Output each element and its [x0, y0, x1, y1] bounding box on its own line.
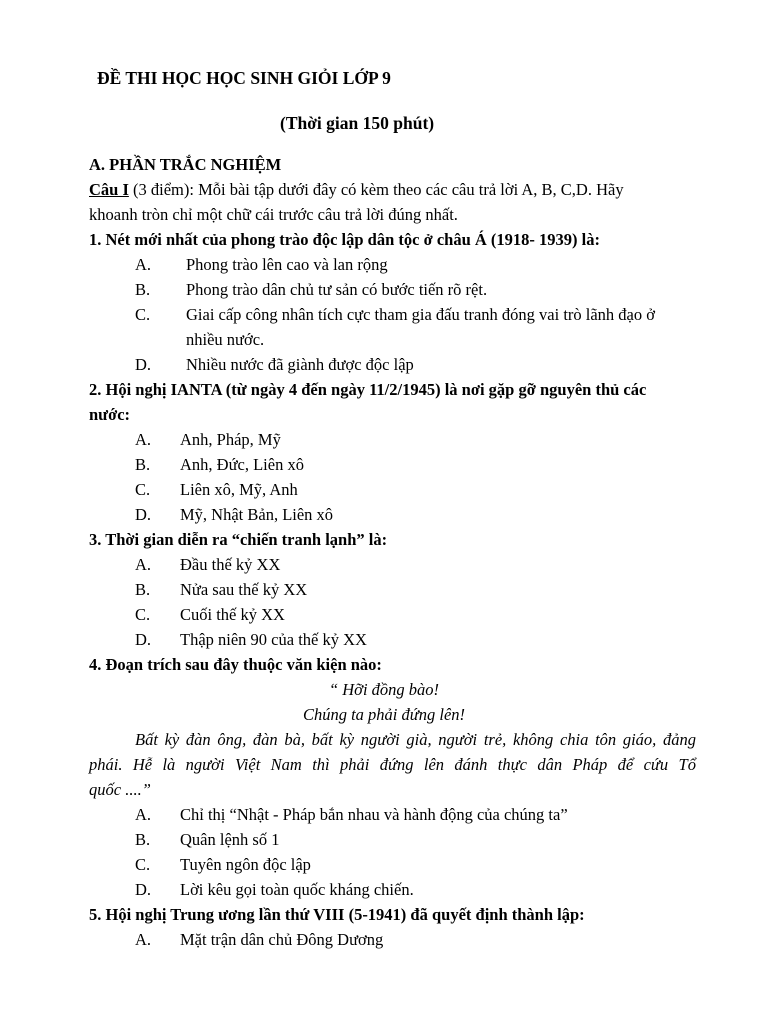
instruction-line-1	[89, 179, 624, 201]
option-text: Phong trào lên cao và lan rộng	[186, 255, 388, 274]
option-letter: C.	[135, 605, 151, 624]
option-text: Anh, Đức, Liên xô	[180, 455, 304, 474]
option-letter: A.	[135, 805, 152, 824]
question-3: 3. Thời gian diễn ra “chiến tranh lạnh” là:	[89, 530, 388, 549]
option-text: Cuối thế kỷ XX	[180, 605, 285, 624]
option-letter: D.	[135, 880, 152, 899]
option-text: Giai cấp công nhân tích cực tham gia đấu tranh đóng vai trò lãnh đạo ở	[186, 305, 655, 324]
option-text: Thập niên 90 của thế kỷ XX	[180, 630, 367, 649]
question-2: 2. Hội nghị IANTA (từ ngày 4 đến ngày 11/2/1945) là nơi gặp gỡ nguyên thủ các	[89, 380, 647, 399]
question-1: 1. Nét mới nhất của phong trào độc lập dân tộc ở châu Á (1918- 1939) là:	[89, 230, 600, 249]
quote-line: “ Hỡi đồng bào!	[328, 680, 440, 699]
quote-paragraph-line: Bất kỳ đàn ông, đàn bà, bất kỳ người già, người trẻ, không chia tôn giáo, đảng	[135, 730, 696, 749]
option-text: Mỹ, Nhật Bản, Liên xô	[180, 505, 334, 524]
section-heading: A. PHẦN TRẮC NGHIỆM	[89, 155, 282, 174]
question-2-continued: nước:	[89, 405, 131, 424]
option-text: Chỉ thị “Nhật - Pháp bắn nhau và hành động của chúng ta”	[180, 805, 568, 824]
option-text: Quân lệnh số 1	[180, 830, 280, 849]
exam-title: ĐỀ THI HỌC HỌC SINH GIỎI LỚP 9	[97, 68, 391, 88]
option-text: Tuyên ngôn độc lập	[180, 855, 311, 874]
option-text: Mặt trận dân chủ Đông Dương	[180, 930, 384, 949]
quote-paragraph-line: quốc ....”	[89, 780, 151, 799]
instruction-text: (3 điểm): Mỗi bài tập dưới đây có kèm theo các câu trả lời A, B, C,D. Hãy	[128, 180, 624, 199]
quote-paragraph-line: phái. Hễ là người Việt Nam thì phải đứng lên đánh thực dân Pháp để cứu Tổ	[89, 755, 696, 774]
instruction-line-2: khoanh tròn chỉ một chữ cái trước câu trả lời đúng nhất.	[89, 205, 458, 224]
option-text: Phong trào dân chủ tư sản có bước tiến rõ rệt.	[186, 280, 488, 299]
exam-duration: (Thời gian 150 phút)	[280, 113, 435, 133]
option-letter: A.	[135, 255, 152, 274]
question-group-label: Câu I	[89, 180, 129, 199]
question-4: 4. Đoạn trích sau đây thuộc văn kiện nào:	[89, 655, 382, 674]
option-text: Lời kêu gọi toàn quốc kháng chiến.	[180, 880, 414, 899]
option-letter: B.	[135, 830, 151, 849]
option-letter: D.	[135, 505, 152, 524]
option-text: Nửa sau thế kỷ XX	[180, 580, 308, 599]
option-letter: C.	[135, 480, 151, 499]
quote-line: Chúng ta phải đứng lên!	[302, 705, 466, 724]
option-letter: B.	[135, 455, 151, 474]
option-text: Liên xô, Mỹ, Anh	[180, 480, 298, 499]
question-5: 5. Hội nghị Trung ương lần thứ VIII (5-1941) đã quyết định thành lập:	[89, 905, 585, 924]
option-letter: B.	[135, 280, 151, 299]
option-letter: C.	[135, 305, 151, 324]
option-letter: D.	[135, 355, 152, 374]
option-letter: A.	[135, 555, 152, 574]
option-text: Đầu thế kỷ XX	[180, 555, 281, 574]
option-letter: A.	[135, 930, 152, 949]
option-letter: B.	[135, 580, 151, 599]
option-text: Nhiều nước đã giành được độc lập	[186, 355, 414, 374]
option-text: Anh, Pháp, Mỹ	[180, 430, 281, 449]
option-letter: A.	[135, 430, 152, 449]
option-letter: C.	[135, 855, 151, 874]
option-letter: D.	[135, 630, 152, 649]
option-text-continued: nhiều nước.	[186, 330, 265, 349]
